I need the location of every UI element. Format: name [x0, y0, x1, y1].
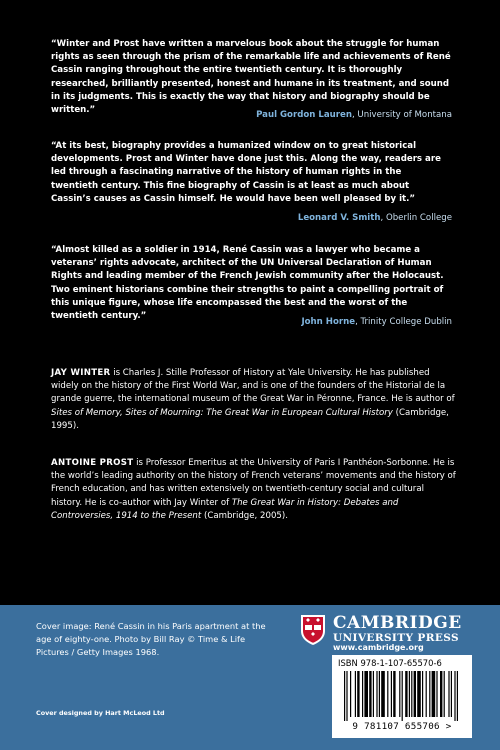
barcode-panel [332, 655, 472, 738]
quote-2: “At its best, biography provides a humanized window on to great historical developments. Prost and Winter have done just this. Along the way, readers are led through a fascinating narrative of the history of human rights in the twentieth century. This fine biography of Cassin is at least as much about Cassin’s causes as Cassin himself. He would have been well pleased by it.” [51, 141, 441, 204]
cover-designer-credit: Cover designed by Hart McLeod Ltd [36, 709, 165, 717]
isbn-label: ISBN 978-1-107-65570-6 [338, 658, 442, 668]
quote-2-attribution: Leonard V. Smith, Oberlin College [297, 213, 452, 223]
bio-book-title: Sites of Memory, Sites of Mourning: The Great War in European Cultural History [51, 407, 393, 418]
bio-jay-winter [51, 367, 456, 433]
publisher-subtitle: UNIVERSITY PRESS [333, 632, 459, 644]
bio-text: is Charles J. Stille Professor of History at Yale University. He has published widely on the history of the First World War, and is one of the founders of the Historial de la grande guerre, the international museum of the Great War in Péronne, France. He is author of [51, 368, 455, 405]
attribution-name: John Horne [301, 317, 356, 327]
cover-image-caption: Cover image: René Cassin in his Paris apartment at the age of eighty-one. Photo by Bill Ray © Time & Life Pictures / Getty Images 1968. [36, 621, 266, 657]
barcode-icon [344, 671, 462, 721]
publisher-url: www.cambridge.org [333, 643, 424, 652]
publisher-logo [300, 614, 480, 646]
barcode-number: 9 781107 655706 > [352, 721, 452, 732]
attribution-institution: University of Montana [357, 110, 452, 120]
attribution-name: Paul Gordon Lauren [256, 110, 352, 120]
bio-author: ANTOINE PROST [51, 458, 134, 468]
bio-book-title: The Great War in History: Debates and Controversies, 1914 to the Present [51, 497, 399, 521]
bio-author: JAY WINTER [51, 368, 111, 378]
bio-text-end: (Cambridge, 2005). [201, 510, 288, 521]
bio-text: is Professor Emeritus at the University of Paris I Panthéon-Sorbonne. He is the world’s leading authority on the history of French veterans’ movements and the history of French education, and has written extensively on twentieth-century social and cultural history. He is co-author with Jay Winter of [51, 458, 456, 508]
publisher-name: CAMBRIDGE [333, 613, 462, 633]
quote-1-attribution: Paul Gordon Lauren, University of Montana [256, 110, 452, 120]
attribution-institution: Trinity College Dublin [360, 317, 452, 327]
cambridge-shield-icon [300, 614, 326, 646]
quote-3: “Almost killed as a soldier in 1914, René Cassin was a lawyer who became a veterans’ rights advocate, architect of the UN Universal Declaration of Human Rights and leading member of the French Jewish community after the Holocaust. Two eminent historians combine their strengths to paint a compelling portrait of this unique figure, whose life encompassed the best and the worst of the twentieth century.” [51, 245, 444, 322]
quote-1: “Winter and Prost have written a marvelous book about the struggle for human rights as seen through the prism of the remarkable life and achievements of René Cassin ranging throughout the entire twentieth century. It is thoroughly researched, brilliantly presented, honest and humane in its treatment, and sound in its judgments. This is exactly the way that history and biography should be written.” [51, 39, 451, 116]
attribution-institution: Oberlin College [385, 213, 452, 223]
bio-text-end: (Cambridge, 1995). [51, 407, 449, 431]
bio-antoine-prost [51, 457, 456, 523]
quote-3-attribution: John Horne, Trinity College Dublin [301, 317, 452, 327]
attribution-name: Leonard V. Smith [297, 213, 381, 223]
